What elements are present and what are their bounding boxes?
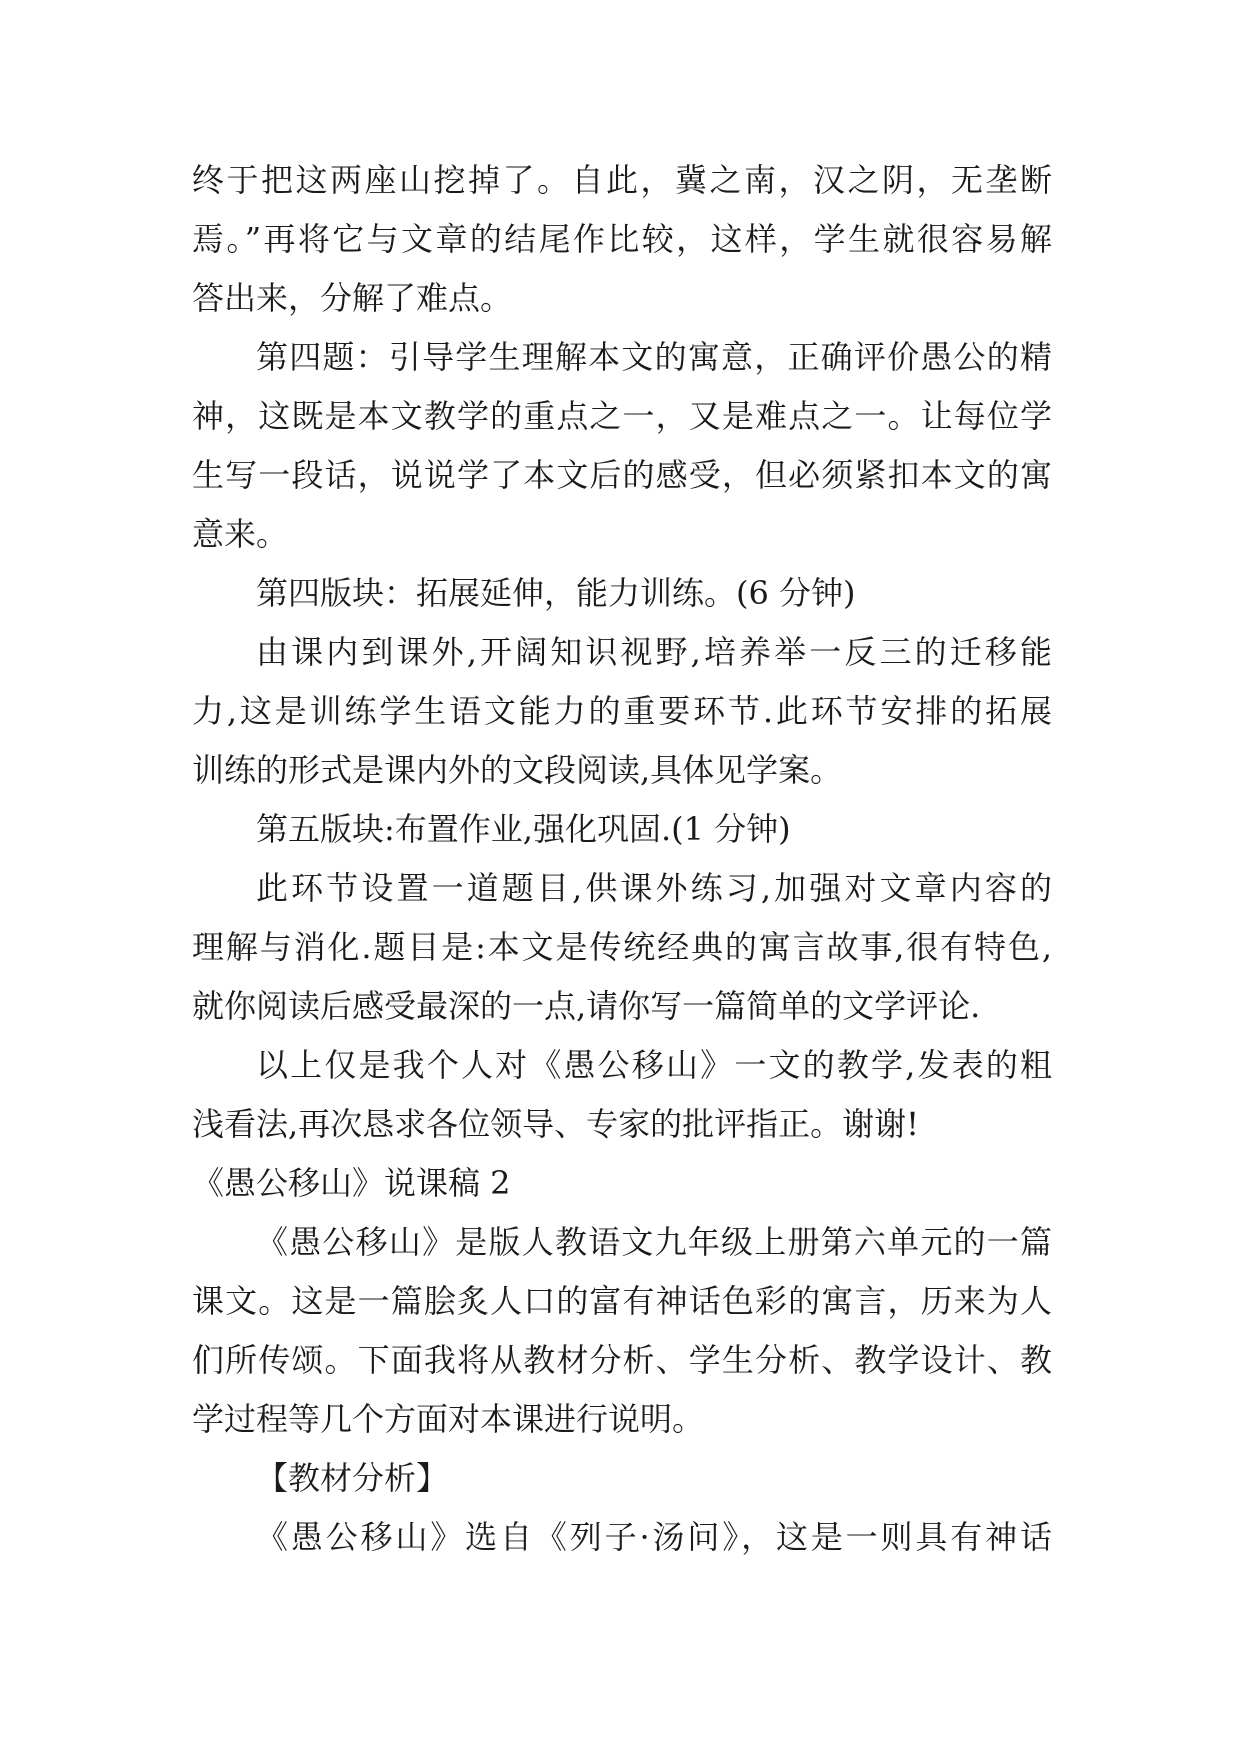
text-line: 们所传颂。下面我将从教材分析、学生分析、教学设计、教 xyxy=(192,1341,1052,1379)
text-line: 《愚公移山》是版人教语文九年级上册第六单元的一篇 xyxy=(256,1223,1052,1261)
text-line: 答出来，分解了难点。 xyxy=(192,279,513,317)
text-line: 力,这是训练学生语文能力的重要环节.此环节安排的拓展 xyxy=(192,692,1052,730)
text-line: 焉。”再将它与文章的结尾作比较，这样，学生就很容易解 xyxy=(192,220,1052,258)
text-line: 意来。 xyxy=(192,515,289,553)
text-line: 神，这既是本文教学的重点之一，又是难点之一。让每位学 xyxy=(192,397,1052,435)
text-line: 以上仅是我个人对《愚公移山》一文的教学,发表的粗 xyxy=(256,1046,1052,1084)
text-line: 终于把这两座山挖掉了。自此，冀之南，汉之阴，无垄断 xyxy=(192,161,1052,199)
text-line: 学过程等几个方面对本课进行说明。 xyxy=(192,1400,705,1438)
section-heading: 第四版块：拓展延伸，能力训练。(6 分钟) xyxy=(256,574,856,612)
text-line: 生写一段话，说说学了本文后的感受，但必须紧扣本文的寓 xyxy=(192,456,1052,494)
text-line: 由课内到课外,开阔知识视野,培养举一反三的迁移能 xyxy=(256,633,1052,671)
text-line: 第四题：引导学生理解本文的寓意，正确评价愚公的精 xyxy=(256,338,1052,376)
text-line: 课文。这是一篇脍炙人口的富有神话色彩的寓言，历来为人 xyxy=(192,1282,1052,1320)
text-line: 《愚公移山》选自《列子·汤问》，这是一则具有神话 xyxy=(256,1518,1052,1556)
text-line: 就你阅读后感受最深的一点,请你写一篇简单的文学评论. xyxy=(192,987,981,1025)
text-line: 训练的形式是课内外的文段阅读,具体见学案。 xyxy=(192,751,843,789)
section-heading: 【教材分析】 xyxy=(256,1459,449,1497)
section-heading: 第五版块:布置作业,强化巩固.(1 分钟) xyxy=(256,810,791,848)
text-line: 浅看法,再次恳求各位领导、专家的批评指正。谢谢! xyxy=(192,1105,920,1143)
text-line: 此环节设置一道题目,供课外练习,加强对文章内容的 xyxy=(256,869,1052,907)
text-line: 理解与消化.题目是:本文是传统经典的寓言故事,很有特色, xyxy=(192,928,1052,966)
document-title: 《愚公移山》说课稿 2 xyxy=(192,1164,511,1202)
